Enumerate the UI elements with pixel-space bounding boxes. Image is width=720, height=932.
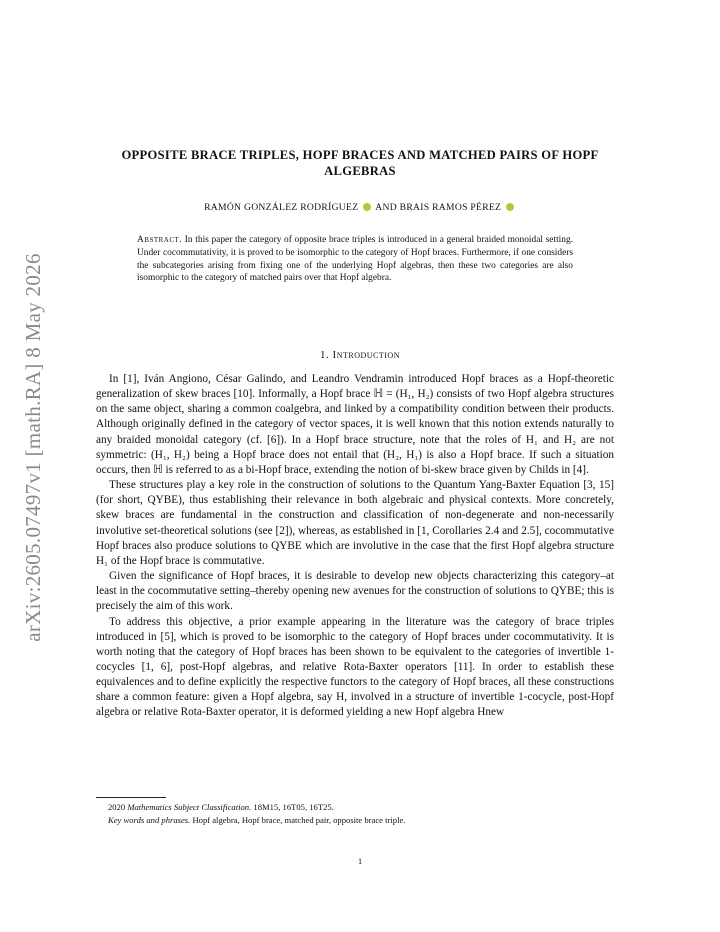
msc-year: 2020 [108, 802, 126, 812]
section-heading [100, 349, 620, 361]
paragraph: These structures play a key role in the construction of solutions to the Quantum Yang-Baxter Equation [3, 15] (for short, QYBE), thus establishing their relevance in both algebraic and physical contexts. More concretely, skew braces are fundamental in the construction and classification of non-degenerate and non-necessarily involutive set-theoretical solutions (see [2]), whereas, as established in [1, Corollaries 2.4 and 2.5], cocommutative Hopf braces also produce solutions to QYBE which are involutive in the case that the first Hopf algebra structure H₁ of the Hopf brace is commutative. [96, 479, 614, 567]
author-line [100, 202, 620, 213]
paragraph: To address this objective, a prior example appearing in the literature was the category of brace triples introduced in [5], which is proved to be isomorphic to the category of Hopf braces under cocommutativity. It is worth noting that the category of Hopf braces has been shown to be equivalent to the categories of invertible 1-cocycles [1, 6], post-Hopf algebras, and relative Rota-Baxter operators [11]. In order to establish these equivalences and to define explicitly the respective functors to the category of Hopf braces, all these constructions share a common feature: given a Hopf algebra, say H, involved in a structure of invertible 1-cocycle, post-Hopf algebra or relative Rota-Baxter operator, it is deformed yielding a new Hopf algebra Hnew [96, 615, 614, 719]
footnote-divider [96, 797, 166, 798]
keywords-text: Hopf algebra, Hopf brace, matched pair, opposite brace triple. [192, 814, 406, 825]
keywords-label: Key words and phrases. [108, 814, 191, 825]
orcid-icon[interactable] [506, 203, 514, 211]
arxiv-stamp-text: arXiv:2605.07497v1 [math.RA] 8 May 2026 [20, 252, 45, 642]
footnote-msc [96, 801, 616, 814]
section-title: Introduction [332, 349, 400, 361]
page-number: 1 [357, 856, 363, 866]
footnotes [96, 801, 616, 826]
paper-title: OPPOSITE BRACE TRIPLES, HOPF BRACES AND MATCHED PAIRS OF HOPF ALGEBRAS [121, 148, 599, 178]
arxiv-stamp [8, 232, 58, 662]
abstract-label: Abstract. [137, 235, 183, 245]
author-name: RAMÓN GONZÁLEZ RODRÍGUEZ [204, 202, 359, 213]
msc-codes: 18M15, 16T05, 16T25. [253, 802, 334, 812]
paragraph: Given the significance of Hopf braces, it is desirable to develop new objects characterizing this category–at least in the cocommutative setting–thereby opening new avenues for the construction of solutions to QYBE; this is precisely the aim of this work. [96, 570, 614, 613]
abstract [137, 234, 573, 285]
footnote-keywords [96, 814, 616, 827]
paragraph: In [1], Iván Angiono, César Galindo, and Leandro Vendramin introduced Hopf braces as a Hopf-theoretic generalization of skew braces [10]. Informally, a Hopf brace ℍ = (H₁, H₂) consists of two Hopf algebra structures on the same object, sharing a common coalgebra, and linked by a compatibility condition between their products. Although originally defined in the category of vector spaces, it is well known that this notion extends naturally to any braided monoidal category (cf. [6]). In a Hopf brace structure, note that the roles of H₁ and H₂ are not symmetric: (H₁, H₂) being a Hopf brace does not entail that (H₂, H₁) is also a Hopf brace. If such a situation occurs, then ℍ is referred to as a bi-Hopf brace, extending the notion of bi-skew brace given by Childs in [4]. [96, 373, 614, 476]
orcid-icon[interactable] [363, 203, 371, 211]
author-separator: AND [375, 202, 397, 213]
section-number: 1. [320, 349, 330, 361]
body-text [96, 372, 614, 721]
author-name: BRAIS RAMOS PÉREZ [399, 202, 502, 213]
abstract-text: In this paper the category of opposite brace triples is introduced in a general braided monoidal setting. Under cocommutativity, it is proved to be isomorphic to the category of Hopf braces. Furthermore, if one considers the subcategories arising from fixing one of the underlying Hopf algebras, then these two categories are also isomorphic to the category of matched pairs over that Hopf algebra. [137, 235, 573, 284]
msc-label: Mathematics Subject Classification. [127, 802, 252, 812]
